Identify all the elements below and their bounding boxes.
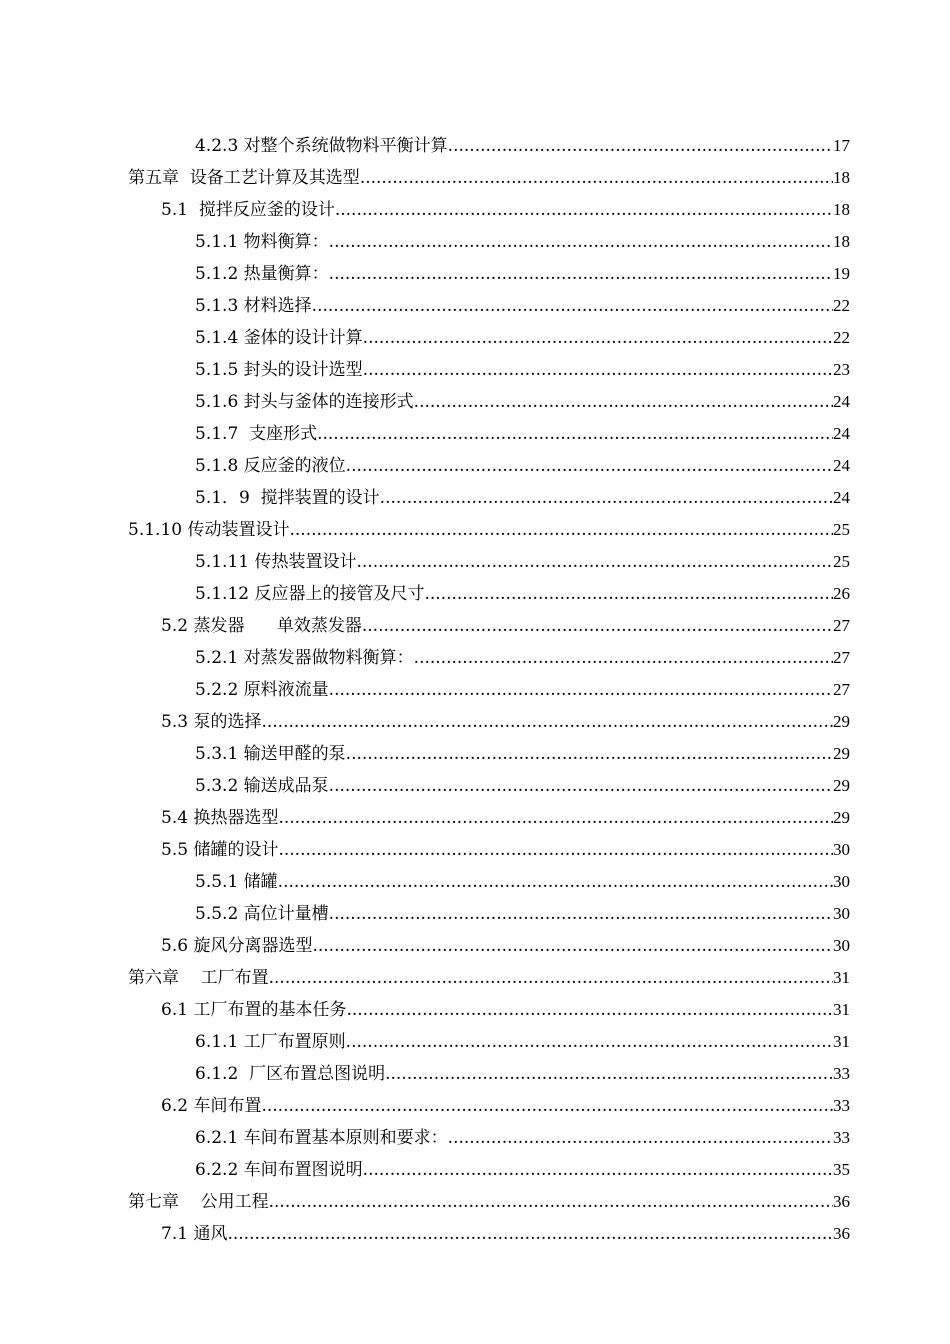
toc-entry-page-number: 25 (833, 552, 850, 571)
toc-entry-title: 第六章 工厂布置 (128, 968, 269, 988)
toc-dot-leader (335, 194, 833, 226)
toc-entry-title: 5.1.12 反应器上的接管及尺寸 (195, 584, 425, 604)
toc-entry-title: 5.5 储罐的设计 (161, 840, 279, 860)
toc-dot-leader (329, 258, 833, 290)
toc-entry[interactable] (128, 1218, 850, 1250)
toc-entry-page-number: 24 (833, 488, 850, 507)
toc-entry-page-number: 24 (833, 424, 850, 443)
toc-entry-page-number: 22 (833, 328, 850, 347)
toc-entry-title: 5.1.6 封头与釜体的连接形式 (195, 392, 414, 412)
toc-entry[interactable] (128, 546, 850, 578)
toc-entry[interactable] (128, 1026, 850, 1058)
toc-entry-title: 5.1.4 釜体的设计计算 (195, 328, 363, 348)
toc-entry[interactable] (128, 194, 850, 226)
toc-entry[interactable] (128, 642, 850, 674)
toc-entry-page-number: 23 (833, 360, 850, 379)
toc-dot-leader (329, 770, 833, 802)
toc-entry-title: 5.3.1 输送甲醛的泵 (195, 744, 346, 764)
toc-entry-title: 5.1．9 搅拌装置的设计 (195, 488, 380, 508)
toc-dot-leader (380, 482, 833, 514)
toc-entry[interactable] (128, 130, 850, 162)
toc-entry[interactable] (128, 706, 850, 738)
toc-entry-title: 6.1 工厂布置的基本任务 (161, 1000, 347, 1020)
toc-entry-page-number: 33 (833, 1064, 850, 1083)
toc-entry-page-number: 27 (833, 648, 850, 667)
toc-entry[interactable] (128, 322, 850, 354)
toc-dot-leader (360, 162, 833, 194)
toc-entry[interactable] (128, 1154, 850, 1186)
toc-dot-leader (362, 610, 833, 642)
toc-entry-page-number: 30 (833, 840, 850, 859)
toc-entry-title: 5.1.10 传动装置设计 (128, 520, 290, 540)
toc-entry[interactable] (128, 386, 850, 418)
toc-dot-leader (363, 354, 833, 386)
toc-dot-leader (329, 898, 833, 930)
toc-entry-title: 5.1.7 支座形式 (195, 424, 318, 444)
toc-entry[interactable] (128, 162, 850, 194)
toc-entry-page-number: 36 (833, 1192, 850, 1211)
toc-entry-title: 7.1 通风 (161, 1224, 228, 1244)
toc-entry[interactable] (128, 770, 850, 802)
toc-entry-title: 5.3 泵的选择 (161, 712, 262, 732)
toc-dot-leader (261, 706, 833, 738)
toc-entry-page-number: 18 (833, 168, 850, 187)
toc-dot-leader (346, 1026, 833, 1058)
toc-dot-leader (424, 578, 833, 610)
toc-dot-leader (414, 642, 833, 674)
toc-entry-title: 第五章 设备工艺计算及其选型 (128, 168, 360, 188)
toc-entry-page-number: 35 (833, 1160, 850, 1179)
toc-entry-page-number: 24 (833, 456, 850, 475)
table-of-contents (128, 130, 850, 1250)
toc-entry[interactable] (128, 450, 850, 482)
toc-entry[interactable] (128, 482, 850, 514)
toc-dot-leader (278, 802, 833, 834)
toc-entry-page-number: 31 (833, 968, 850, 987)
toc-entry[interactable] (128, 866, 850, 898)
toc-entry-title: 5.5.1 储罐 (195, 872, 278, 892)
toc-dot-leader (269, 1186, 833, 1218)
toc-entry-title: 6.2 车间布置 (161, 1096, 262, 1116)
toc-dot-leader (363, 322, 833, 354)
toc-dot-leader (289, 514, 833, 546)
toc-entry[interactable] (128, 1090, 850, 1122)
toc-entry-page-number: 24 (833, 392, 850, 411)
toc-entry-title: 5.2.1 对蒸发器做物料衡算： (195, 648, 414, 668)
toc-entry-title: 6.1.1 工厂布置原则 (195, 1032, 346, 1052)
toc-entry-title: 5.5.2 高位计量槽 (195, 904, 329, 924)
toc-entry-page-number: 33 (833, 1096, 850, 1115)
toc-entry-title: 5.1 搅拌反应釜的设计 (161, 200, 335, 220)
toc-entry[interactable] (128, 578, 850, 610)
toc-entry-title: 5.1.3 材料选择 (195, 296, 312, 316)
toc-entry-page-number: 29 (833, 808, 850, 827)
toc-entry-page-number: 27 (833, 616, 850, 635)
toc-entry[interactable] (128, 930, 850, 962)
toc-entry[interactable] (128, 514, 850, 546)
toc-dot-leader (385, 1058, 833, 1090)
toc-entry-title: 5.3.2 输送成品泵 (195, 776, 329, 796)
toc-dot-leader (278, 866, 833, 898)
toc-entry[interactable] (128, 226, 850, 258)
toc-entry[interactable] (128, 898, 850, 930)
toc-entry[interactable] (128, 802, 850, 834)
toc-dot-leader (329, 674, 833, 706)
toc-dot-leader (317, 418, 833, 450)
toc-dot-leader (363, 1154, 833, 1186)
toc-dot-leader (414, 386, 833, 418)
toc-entry[interactable] (128, 418, 850, 450)
toc-entry-page-number: 36 (833, 1224, 850, 1243)
toc-entry-page-number: 31 (833, 1032, 850, 1051)
toc-entry-page-number: 25 (833, 520, 850, 539)
toc-entry-title: 5.1.2 热量衡算： (195, 264, 329, 284)
toc-entry-page-number: 30 (833, 936, 850, 955)
toc-dot-leader (312, 930, 833, 962)
toc-entry[interactable] (128, 354, 850, 386)
toc-entry[interactable] (128, 1186, 850, 1218)
toc-dot-leader (346, 450, 833, 482)
toc-entry-title: 6.1.2 厂区布置总图说明 (195, 1064, 386, 1084)
toc-entry-page-number: 19 (833, 264, 850, 283)
toc-entry-title: 5.1.11 传热装置设计 (195, 552, 357, 572)
toc-entry-page-number: 30 (833, 904, 850, 923)
toc-entry-page-number: 30 (833, 872, 850, 891)
toc-entry-page-number: 31 (833, 1000, 850, 1019)
toc-entry-title: 第七章 公用工程 (128, 1192, 269, 1212)
toc-entry-title: 6.2.1 车间布置基本原则和要求： (195, 1128, 448, 1148)
toc-dot-leader (448, 130, 833, 162)
toc-dot-leader (329, 226, 833, 258)
toc-entry-page-number: 33 (833, 1128, 850, 1147)
toc-dot-leader (312, 290, 833, 322)
toc-entry-title: 5.6 旋风分离器选型 (161, 936, 313, 956)
toc-entry-page-number: 29 (833, 776, 850, 795)
toc-entry-page-number: 29 (833, 744, 850, 763)
toc-entry-title: 5.4 换热器选型 (161, 808, 279, 828)
toc-entry-page-number: 18 (833, 200, 850, 219)
toc-entry[interactable] (128, 962, 850, 994)
toc-entry[interactable] (128, 290, 850, 322)
toc-entry-page-number: 22 (833, 296, 850, 315)
toc-entry-title: 5.2 蒸发器 单效蒸发器 (161, 616, 362, 636)
toc-entry-page-number: 17 (833, 136, 850, 155)
toc-dot-leader (346, 738, 833, 770)
toc-entry[interactable] (128, 1122, 850, 1154)
toc-dot-leader (261, 1090, 833, 1122)
toc-dot-leader (346, 994, 833, 1026)
toc-entry[interactable] (128, 674, 850, 706)
toc-entry[interactable] (128, 834, 850, 866)
toc-entry[interactable] (128, 738, 850, 770)
toc-dot-leader (227, 1218, 833, 1250)
toc-entry-title: 5.1.5 封头的设计选型 (195, 360, 363, 380)
toc-entry-title: 6.2.2 车间布置图说明 (195, 1160, 363, 1180)
toc-entry-title: 5.2.2 原料液流量 (195, 680, 329, 700)
toc-entry[interactable] (128, 1058, 850, 1090)
toc-dot-leader (269, 962, 833, 994)
toc-entry-page-number: 29 (833, 712, 850, 731)
toc-dot-leader (278, 834, 833, 866)
toc-entry-title: 4.2.3 对整个系统做物料平衡计算 (195, 136, 448, 156)
toc-entry-page-number: 18 (833, 232, 850, 251)
toc-entry[interactable] (128, 258, 850, 290)
toc-entry-title: 5.1.8 反应釜的液位 (195, 456, 346, 476)
toc-entry-page-number: 27 (833, 680, 850, 699)
toc-dot-leader (448, 1122, 833, 1154)
toc-dot-leader (356, 546, 833, 578)
toc-entry[interactable] (128, 994, 850, 1026)
toc-entry[interactable] (128, 610, 850, 642)
toc-entry-page-number: 26 (833, 584, 850, 603)
toc-entry-title: 5.1.1 物料衡算： (195, 232, 329, 252)
